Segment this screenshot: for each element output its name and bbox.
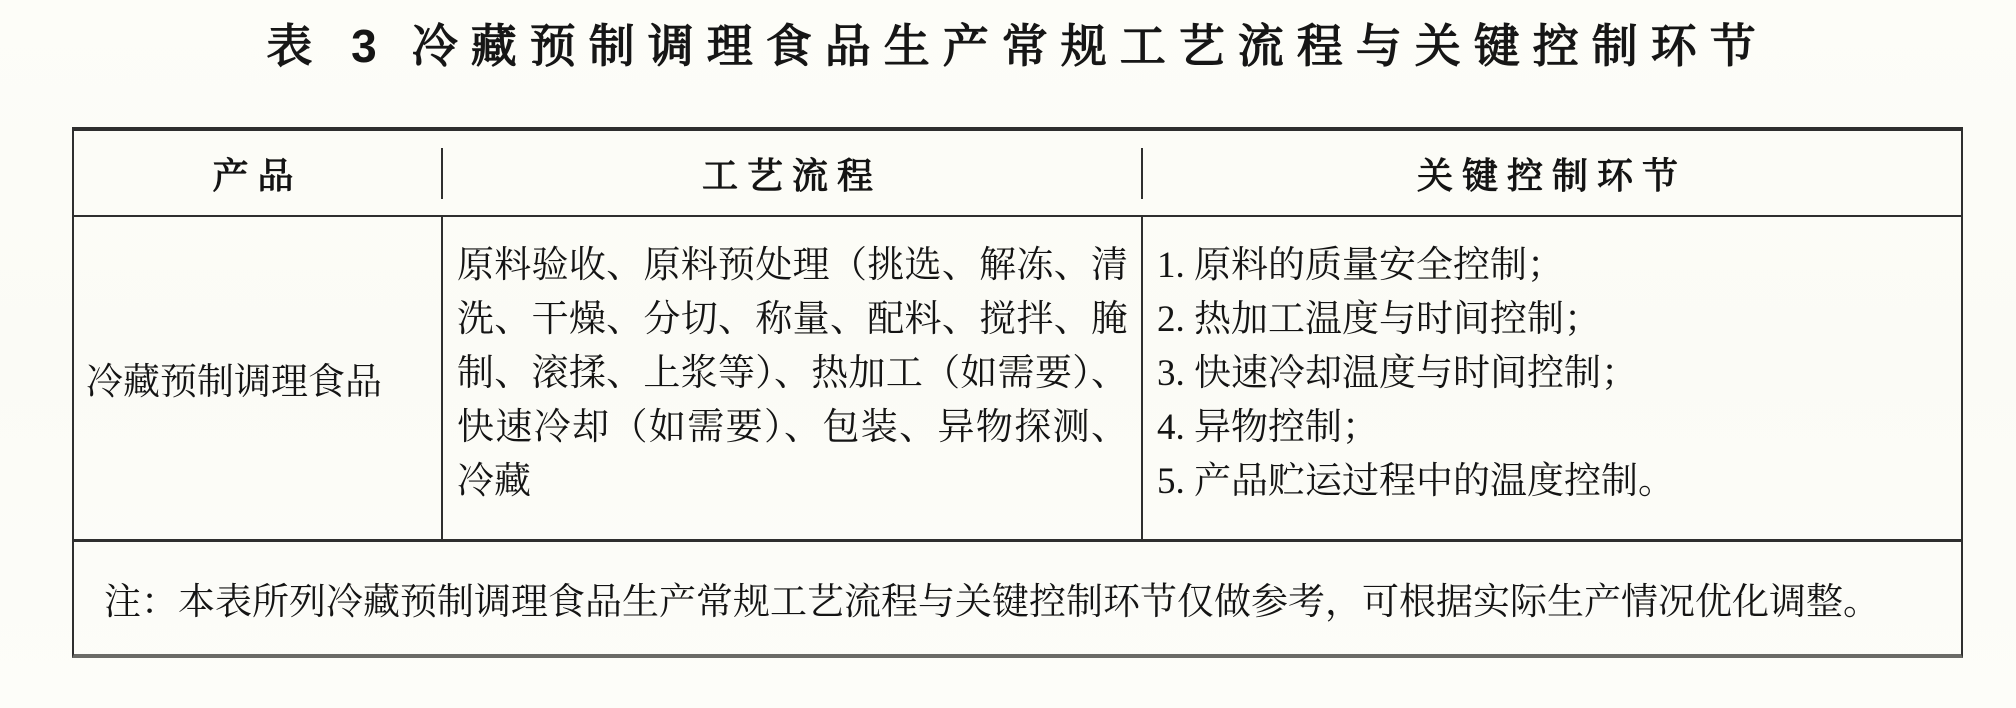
product-name: 冷藏预制调理食品 — [86, 362, 382, 403]
table-note-row — [74, 542, 1961, 654]
table-number: 表 3 — [266, 20, 390, 72]
header-process-flow: 工艺流程 — [443, 148, 1143, 199]
table-note: 注：本表所列冷藏预制调理食品生产常规工艺流程与关键控制环节仅做参考，可根据实际生产情况优化调整。 — [104, 582, 1880, 623]
cell-process-flow: 原料验收、原料预处理（挑选、解冻、清洗、干燥、分切、称量、配料、搅拌、腌制、滚揉、上浆等）、热加工（如需要）、快速冷却（如需要）、包装、异物探测、冷藏 — [443, 217, 1143, 539]
header-product: 产品 — [74, 148, 443, 199]
table-title: 冷藏预制调理食品生产常规工艺流程与关键控制环节 — [411, 20, 1769, 72]
table-header-row — [74, 131, 1961, 217]
key-control-item-5: 5. 产品贮运过程中的温度控制。 — [1157, 461, 1675, 502]
cell-key-controls — [1143, 217, 1961, 539]
table-body-row — [74, 217, 1961, 542]
cell-product — [74, 217, 443, 539]
header-key-controls: 关键控制环节 — [1416, 154, 1687, 196]
table-caption — [72, 10, 1963, 76]
key-control-item-4: 4. 异物控制； — [1157, 407, 1379, 448]
key-control-item-3: 3. 快速冷却温度与时间控制； — [1157, 353, 1638, 394]
table — [72, 127, 1963, 658]
key-control-item-1: 1. 原料的质量安全控制； — [1157, 245, 1564, 286]
key-control-item-2: 2. 热加工温度与时间控制； — [1157, 299, 1601, 340]
